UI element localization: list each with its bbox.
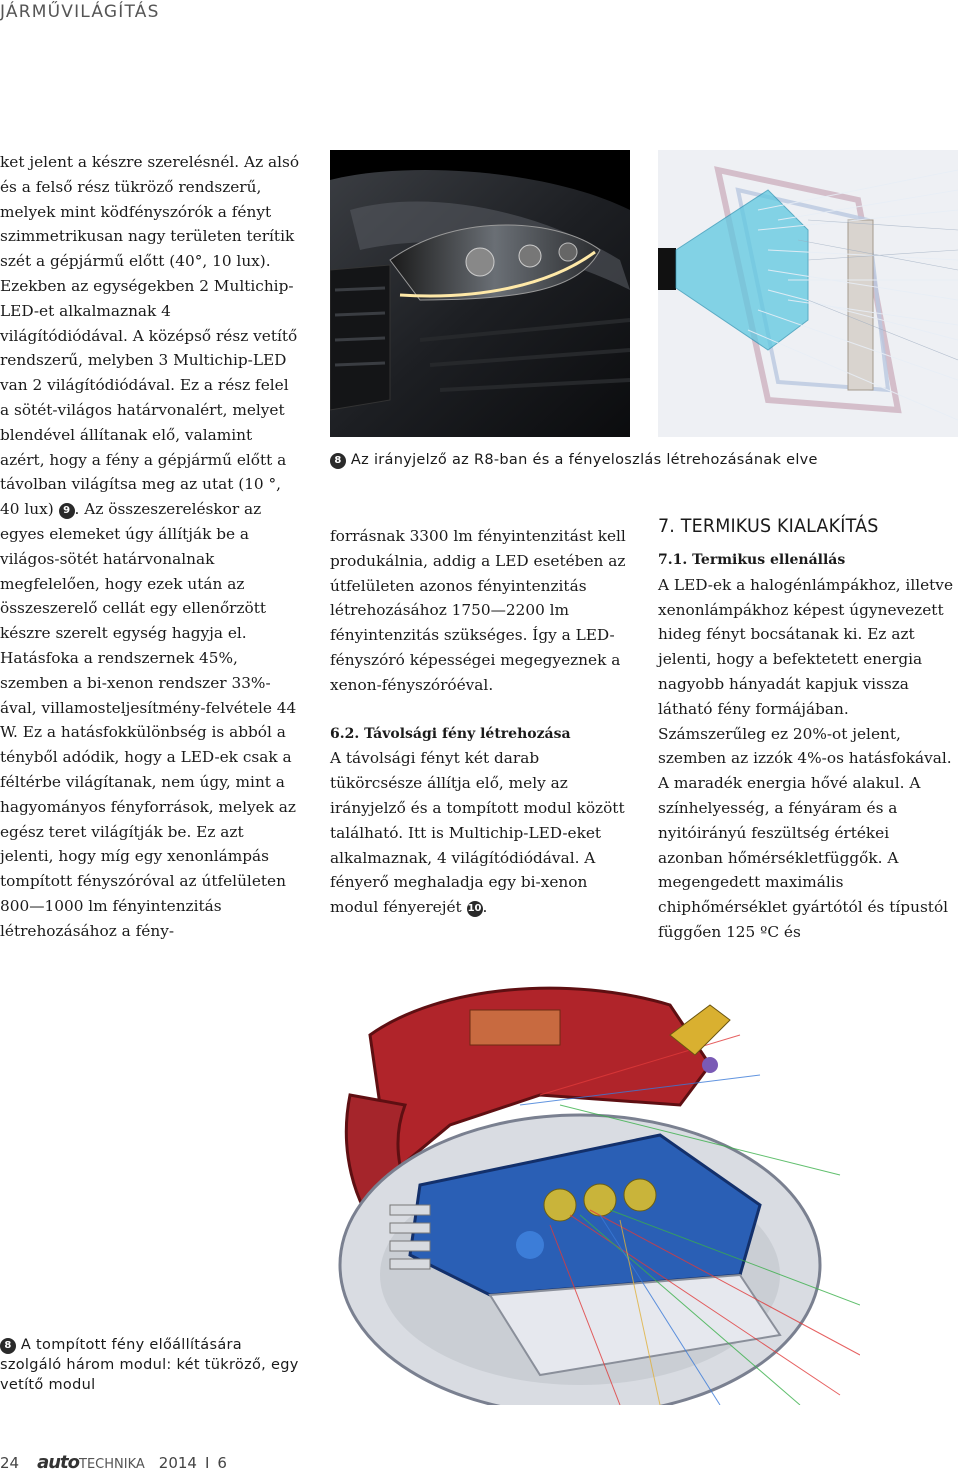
logo-auto: auto xyxy=(37,1452,80,1473)
logo-technika: TECHNIKA xyxy=(79,1457,145,1472)
paragraph-1-text-a: ket jelent a készre szerelésnél. Az alsó és a felső rész tükröző rendszerű, melyek mint ködfényszórók a fényt szimmetrikusan nagy területen terítik szét a gépjármű előtt (40°, 10 lux). Ezekben az egységekben 2 Multichip-LED-et alkalmaznak 4 világítódiódával. A középső rész vetítő rendszerű, melyben 3 Multichip-LED van 2 világítódiódával. Ez a rész felel a sötét-világos határvonalért, melyet blendével állítanak elő, valamint azért, hogy a fény a gépjármű előtt a távolban világítsa meg az utat (10 °, 40 lux) xyxy=(0,153,300,519)
paragraph-1 xyxy=(0,150,300,646)
paragraph-5: A LED-ek a halogénlámpákhoz, illetve xenonlámpákhoz képest úgynevezett hideg fényt bocsátanak ki. Ez azt jelenti, hogy a befektetett energia nagyobb hányadát kapjuk vissza látható fény formájában. Számszerűleg ez 20%-ot jelent, szemben az izzók 4%-os hatásfokával. A maradék energia hővé alakul. A színhelyesség, a fényáram és a nyitóirányú feszültség értékei azonban hőmérsékletfüggők. A megengedett maximális chiphőmérséklet gyártótól és típustól függően 125 ºC és xyxy=(658,575,954,941)
text-column-3 xyxy=(658,548,958,945)
caption-number-badge: 8 xyxy=(0,1338,16,1354)
caption-text: Az irányjelző az R8-ban és a fényeloszlás létrehozásának elve xyxy=(350,452,818,468)
subheading-6-2: 6.2. Távolsági fény létrehozása xyxy=(330,725,571,742)
light-distribution-image xyxy=(658,150,958,437)
paragraph-3: forrásnak 3300 lm fényintenzitást kell produkálnia, addig a LED esetében az útfelületen azonos fényintenzitás létrehozásához 1750—2200 lm fényintenzitás szükséges. Így a LED-fényszóró képességei megegyeznek a xenon-fényszóróéval. xyxy=(330,527,626,694)
figure-caption-bottom xyxy=(0,1335,300,1395)
module-cutaway-illustration xyxy=(240,975,860,1405)
section-header: JÁRMŰVILÁGÍTÁS xyxy=(0,2,160,22)
figure-caption-top xyxy=(330,450,960,470)
issue-number: 6 xyxy=(217,1454,227,1472)
page-footer xyxy=(0,1452,227,1473)
paragraph-2: Hatásfoka a rendszernek 45%, szemben a bi-xenon rendszer 33%-ával, villamosteljesítmény-felvétele 44 W. Ez a hatásfokkülönbség is abból a tényből adódik, hogy a LED-ek csak a féltérbe világítanak, nem úgy, mint a hagyományos fényforrások, melyek az egész teret világítják be. Ez azt jelenti, hogy míg egy xenonlámpás tompított fényszóróval az útfelületen 800—1000 lm fényintenzitás létrehozásához a fény- xyxy=(0,648,297,940)
page-number: 24 xyxy=(0,1454,20,1472)
caption-text: A tompított fény előállítására szolgáló három modul: két tükröző, egy vetítő modul xyxy=(0,1337,299,1393)
caption-number-badge: 8 xyxy=(330,453,346,469)
figure-ref-badge-10: 10 xyxy=(467,901,483,917)
text-column-2 xyxy=(330,524,630,920)
car-headlight-photo xyxy=(330,150,630,437)
paragraph-4-text: A távolsági fényt két darab tükörcsésze állítja elő, mely az irányjelző és a tompított modul között található. Itt is Multichip-LED-eket alkalmaznak, 4 világítódiódával. A fényerő meghaladja egy bi-xenon modul fényerejét xyxy=(330,749,625,917)
section-heading-7: 7. TERMIKUS KIALAKÍTÁS xyxy=(658,515,879,537)
light-distribution-diagram xyxy=(658,150,958,437)
headlight-module-image xyxy=(240,975,860,1405)
paragraph-1-text-b: . Az összeszereléskor az egyes elemeket úgy állítják be a világos-sötét határvonalnak megfelelően, hogy ezek után az összeszerelő cellát egy ellenőrzött készre szerelt egység hagyja el. xyxy=(0,500,267,643)
magazine-logo xyxy=(37,1452,145,1473)
paragraph-4-end: . xyxy=(482,898,488,917)
issue-separator: I xyxy=(204,1454,210,1472)
text-column-1 xyxy=(0,150,300,944)
subheading-7-1: 7.1. Termikus ellenállás xyxy=(658,552,846,568)
car-headlight-image xyxy=(330,150,630,437)
issue-year: 2014 xyxy=(158,1454,197,1472)
paragraph-4 xyxy=(330,746,630,920)
figure-ref-badge: 9 xyxy=(59,503,75,519)
